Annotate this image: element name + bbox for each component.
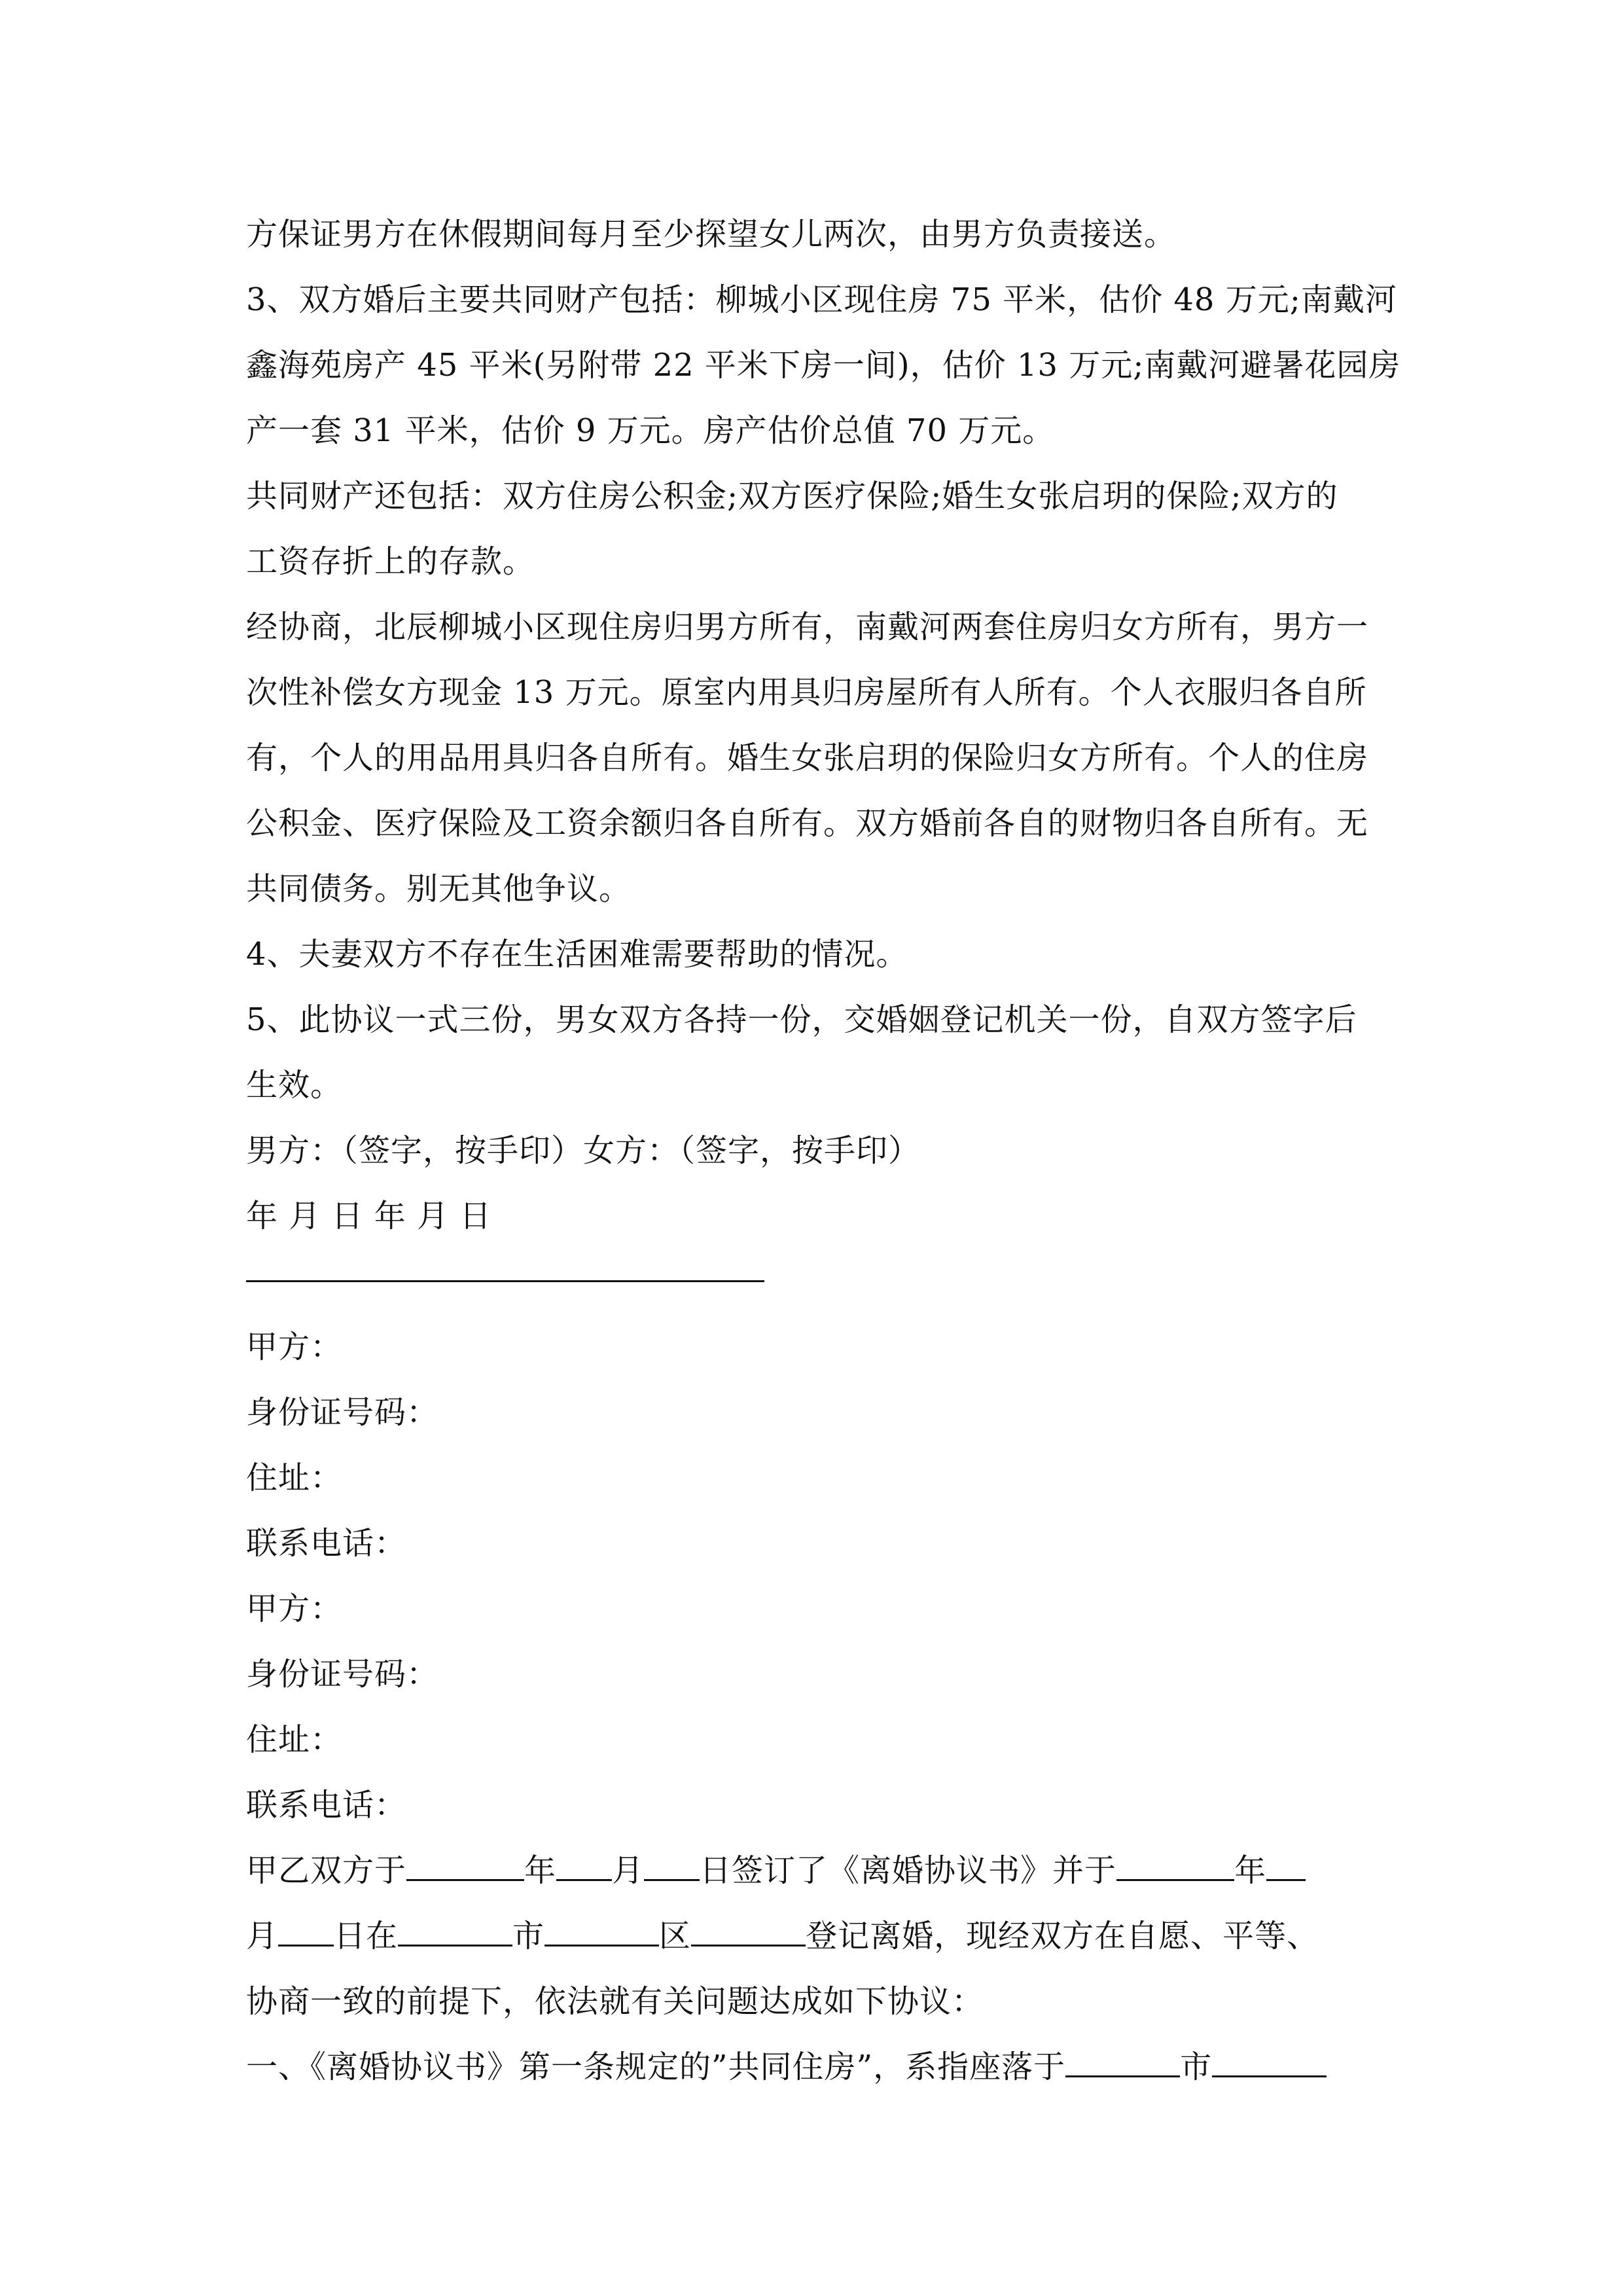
field-label-address: 住址： [246,1721,343,1758]
text-line: 次性补偿女方现金 13 万元。原室内用具归房屋所有人所有。个人衣服归各自所 [246,674,1367,711]
blank-field-city [1065,2041,1180,2077]
text-segment: 年 [1234,1852,1267,1889]
text-segment: 日签订了《离婚协议书》并于 [700,1852,1117,1889]
text-line: 方保证男方在休假期间每月至少探望女儿两次，由男方负责接送。 [246,216,1177,253]
blank-field-year [1116,1845,1234,1881]
text-segment: 月 [612,1852,645,1889]
agreement-line [246,1903,1385,1969]
text-segment: 甲乙双方于 [246,1852,407,1889]
divider-rule [246,1280,764,1282]
text-line: 共同财产还包括：双方住房公积金;双方医疗保险;婚生女张启玥的保险;双方的 [246,478,1338,514]
field-label-phone: 联系电话： [246,1787,407,1823]
text-line: 经协商，北辰柳城小区现住房归男方所有，南戴河两套住房归女方所有，男方一 [246,609,1369,645]
text-segment: 市 [512,1918,545,1954]
field-label-id-number: 身份证号码： [246,1656,439,1693]
text-line: 生效。 [246,1067,343,1103]
blank-field-district [544,1910,659,1946]
date-line: 年 月 日 年 月 日 [246,1198,492,1234]
blank-field-day [644,1845,700,1881]
text-segment: 登记离婚，现经双方在自愿、平等、 [806,1918,1319,1954]
blank-field-city [398,1910,512,1946]
text-line: 共同债务。别无其他争议。 [246,870,632,907]
text-line: 公积金、医疗保险及工资余额归各自所有。双方婚前各自的财物归各自所有。无 [246,805,1369,842]
signature-line: 男方：（签字，按手印）女方：（签字，按手印） [246,1132,921,1169]
blank-field-day [278,1910,334,1946]
text-line: 鑫海苑房产 45 平米(另附带 22 平米下房一间)，估价 13 万元;南戴河避暑花园房 [246,347,1401,384]
field-label-party-a: 甲方： [246,1329,343,1365]
text-line: 4、夫妻双方不存在生活困难需要帮助的情况。 [246,936,908,973]
text-line: 工资存折上的存款。 [246,543,535,580]
text-line: 3、双方婚后主要共同财产包括：柳城小区现住房 75 平米，估价 48 万元;南戴河 [246,281,1397,318]
field-label-party-a: 甲方： [246,1590,343,1627]
agreement-line [246,1838,1385,1903]
agreement-line [246,2034,1385,2100]
blank-field-month [1266,1845,1306,1881]
field-label-address: 住址： [246,1460,343,1496]
field-label-id-number: 身份证号码： [246,1394,439,1431]
blank-field-office [691,1910,806,1946]
blank-field-district [1212,2041,1327,2077]
text-segment: 年 [524,1852,557,1889]
text-segment: 一、《离婚协议书》第一条规定的”共同住房”，系指座落于 [246,2049,1066,2085]
text-line: 有，个人的用品用具归各自所有。婚生女张启玥的保险归女方所有。个人的住房 [246,740,1369,776]
blank-field-year [406,1845,524,1881]
agreement-line: 协商一致的前提下，依法就有关问题达成如下协议： [246,1983,984,2020]
text-segment: 市 [1180,2049,1213,2085]
text-line: 产一套 31 平米，估价 9 万元。房产估价总值 70 万元。 [246,412,1055,449]
field-label-phone: 联系电话： [246,1525,407,1562]
document-body [246,202,1401,2100]
blank-field-month [556,1845,612,1881]
text-line: 5、此协议一式三份，男女双方各持一份，交婚姻登记机关一份，自双方签字后 [246,1001,1357,1038]
text-segment: 日在 [334,1918,399,1954]
text-segment: 月 [246,1918,279,1954]
text-segment: 区 [659,1918,692,1954]
